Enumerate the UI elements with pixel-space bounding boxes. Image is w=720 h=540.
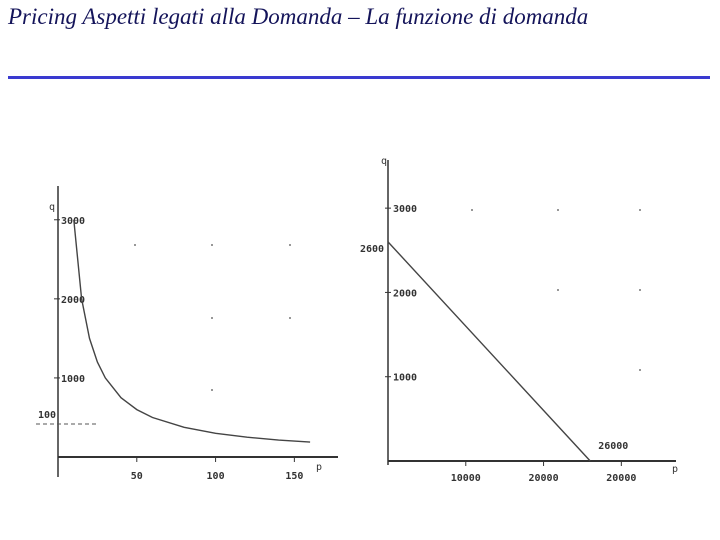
y-tick-label: 1000 [393,372,418,384]
x-tick-label: 20000 [528,473,559,484]
x-intercept-label: 26000 [598,441,629,452]
x-tick-label: 100 [206,471,225,482]
y-axis-label: q [380,156,388,167]
reference-label: 100 [38,410,57,421]
grid-dot [557,209,559,211]
x-axis-label: p [672,464,679,475]
y-tick-label: 2000 [393,288,418,300]
y-tick-label: 2000 [61,294,86,306]
grid-dot [639,289,641,291]
demand-line [388,242,590,461]
y-tick-label: 3000 [61,215,86,227]
x-tick-label: 10000 [450,473,481,484]
x-axis-label: p [316,462,323,473]
x-tick-label: 50 [130,471,143,482]
grid-dot [639,369,641,371]
slide-title: Pricing Aspetti legati alla Domanda – La funzione di domanda [8,4,589,29]
x-tick-label: 20000 [606,473,637,484]
y-intercept-label: 2600 [360,243,385,255]
grid-dot [639,209,641,211]
y-axis-label: q [48,202,56,213]
grid-dot [557,289,559,291]
x-tick-label: 150 [285,471,304,482]
grid-dot [471,209,473,211]
y-tick-label: 3000 [393,204,418,216]
y-tick-label: 1000 [61,373,86,385]
